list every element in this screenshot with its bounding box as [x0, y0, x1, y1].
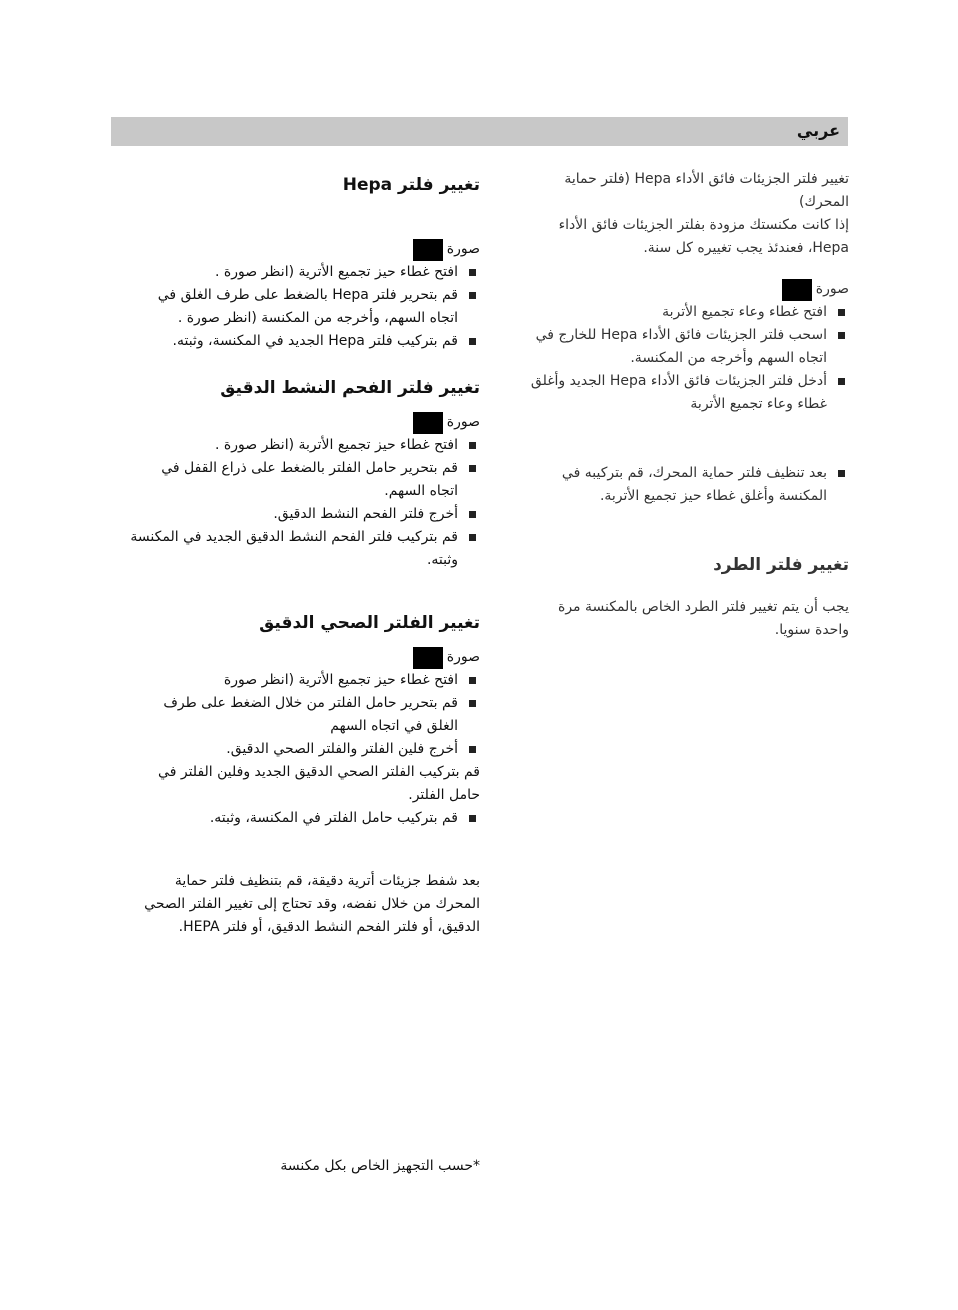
language-header-bar: [111, 117, 848, 146]
figure-label: صورة: [815, 281, 849, 297]
list-item: افتح غطاء حيز تجميع الأترية (انظر صورة: [130, 669, 480, 692]
list-item: افتح غطاء حيز تجميع الأترية (انظر صورة .: [130, 261, 480, 284]
figure-reference: [130, 238, 480, 261]
carbon-steps: [130, 434, 480, 572]
left-column: [130, 172, 480, 939]
list-item: اسحب فلتر الجزيئات فائق الأداء Hepa للخارج في اتجاه السهم وأخرجه من المكنسة.: [524, 324, 849, 370]
list-item: قم بتركيب فلتر Hepa الجديد في المكنسة، وثبته.: [130, 330, 480, 353]
hepa-motor-title: تغيير فلتر الجزيئات فائق الأداء Hepa (فلتر حماية المحرك): [564, 171, 849, 210]
figure-number-box: [413, 412, 443, 434]
language-label: عربي: [796, 121, 840, 140]
list-item: بعد تنظيف فلتر حماية المحرك، قم بتركيبه في المكنسة وأغلق غطاء حيز تجميع الأتربة.: [524, 462, 849, 508]
list-item: قم بتحرير حامل الفلتر من خلال الضغط على طرف الغلق في اتجاه السهم: [130, 692, 480, 738]
figure-reference: [130, 646, 480, 669]
hepa-motor-steps: [524, 301, 849, 416]
footnote: *حسب التجهيز الخاص بكل مكنسة: [280, 1158, 480, 1174]
exhaust-filter-text: يجب أن يتم تغيير فلتر الطرد الخاص بالمكنسة مرة واحدة سنويا.: [557, 599, 849, 638]
hygiene-filter-title: تغيير الفلتر الصحي الدقيق: [259, 613, 480, 633]
hepa-filter-title: تغيير فلتر Hepa: [342, 175, 480, 195]
figure-number-box: [413, 239, 443, 261]
figure-reference: [130, 411, 480, 434]
list-item: قم بتركيب حامل الفلتر في المكنسة، وثبته.: [130, 807, 480, 830]
figure-label: صورة: [446, 241, 480, 257]
figure-reference: [524, 278, 849, 301]
list-item: قم بتحرير حامل الفلتر بالضغط على ذراع القفل في اتجاه السهم.: [130, 457, 480, 503]
figure-number-box: [413, 647, 443, 669]
list-item: قم بتركيب فلتر الفحم النشط الدقيق الجديد في المكنسة وثبته.: [130, 526, 480, 572]
figure-label: صورة: [446, 414, 480, 430]
hygiene-steps: [130, 669, 480, 830]
list-item: أدخل فلتر الجزيئات فائق الأداء Hepa الجديد وأغلق غطاء وعاء تجميع الأتربة: [524, 370, 849, 416]
list-item: أخرج فلتر الفحم النشط الدقيق.: [130, 503, 480, 526]
list-item: افتح غطاء حيز تجميع الأتربة (انظر صورة .: [130, 434, 480, 457]
list-item: أخرج فلين الفلتر والفلتر الصحي الدقيق.: [130, 738, 480, 761]
list-item: قم بتركيب الفلتر الصحي الدقيق الجديد وفلين الفلتر في حامل الفلتر.: [158, 764, 480, 803]
fine-dust-note: بعد شفط جزيئات أترية دقيقة، قم بتنظيف فلتر حماية المحرك من خلال نفضه، وقد تحتاج إلى تغيير الفلتر الصحي الدقيق، أو فلتر الفحم النشط الدقيق، أو فلتر HEPA.: [144, 873, 480, 935]
figure-label: صورة: [446, 649, 480, 665]
carbon-filter-title: تغيير فلتر الفحم النشط الدقيق: [220, 378, 480, 398]
list-item: قم بتحرير فلتر Hepa بالضغط على طرف الغلق في اتجاه السهم، وأخرجه من المكنسة (انظر صورة .: [130, 284, 480, 330]
list-item: افتح غطاء وعاء تجميع الأتربة: [524, 301, 849, 324]
hepa-steps: [130, 261, 480, 353]
exhaust-filter-title: تغيير فلتر الطرد: [713, 555, 849, 575]
hepa-motor-intro: إذا كانت مكنستك مزودة بفلتر الجزيئات فائق الأداء Hepa، فعندئذ يجب تغييره كل سنة.: [558, 217, 849, 256]
right-column: [524, 168, 849, 642]
after-cleaning-list: [524, 462, 849, 508]
figure-number-box: [782, 279, 812, 301]
